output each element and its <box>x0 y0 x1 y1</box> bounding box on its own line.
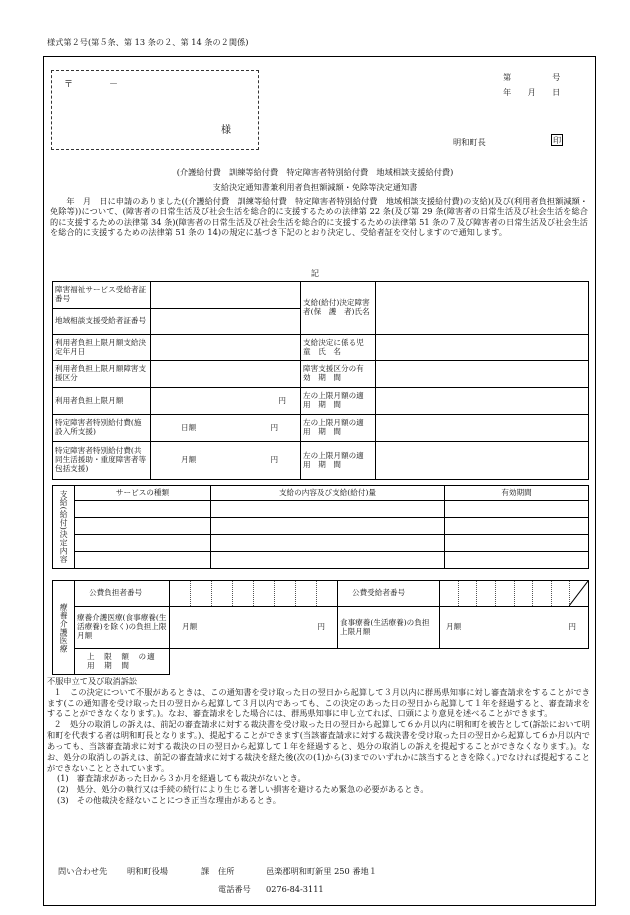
title-line2: 支給決定通知書兼利用者負担額減額・免除等決定通知書 <box>212 182 418 192</box>
ki-heading: 記 <box>310 268 320 278</box>
postal-code: 〒 － <box>64 80 119 90</box>
medical-care-table <box>52 580 589 675</box>
issuer: 明和町長 <box>453 137 486 147</box>
r4-label: 利用者負担上限月額障害支援区分 <box>53 361 151 388</box>
intro-text: 年 月 日に申請のありました((介護給付費 訓練等給付費 特定障害者特別給付費 地域相談支援給付費)の支給)(及び(利用者負担額減額・免除等))について、(障害者の日常生活及び社会生活を総合的に支援するための法律第 22 条(及び第 29 条(障害者の日常生活及び社会生活を総合的に支援するための法律第 34 条)(障害者の日常生活及び社会生活を総合的に支援するための法律第 51 条の７及び障害者の日常生活及び社会生活を総合的に支援するための法律第 51 条の 14)の規定に基づき下記のとおり決定し、受給者証を交付しますので通知します。 <box>50 196 588 237</box>
note-2-item-3: (3) その他裁決を経ないことにつき正当な理由があるとき。 <box>57 795 281 806</box>
medical-limit-mid: 月額 <box>182 622 198 632</box>
meal-limit-unit: 円 <box>568 622 576 632</box>
r2-label: 地域相談支援受給者証番号 <box>53 309 151 335</box>
r5-unit: 円 <box>278 395 286 405</box>
contact-tel-label: 電話番号 <box>218 884 251 894</box>
service-amount-header: 支給の内容及び支給(給付)量 <box>211 486 445 501</box>
contact-label: 問い合わせ先 <box>58 866 108 876</box>
note-1: １ この決定について不服があるときは、この通知書を受け取った日の翌日から起算して３月以内に群馬県知事に対し審査請求をすることができます(この通知書を受け取った日の翌日から起算して３月以内であっても、この決定のあった日の翌日から起算して１年を経過すると、審査請求をすることができなくなります。)。なお、審査請求をした場合には、群馬県知事に申し立てれば、口頭により意見を述べることができます。 <box>47 686 590 719</box>
r5-label: 利用者負担上限月額 <box>53 388 151 415</box>
r7-label: 特定障害者特別給付費(共同生活援助・重度障害者等包括支援) <box>53 442 151 480</box>
address-box <box>51 70 259 150</box>
service-period-header: 有効期間 <box>445 486 589 501</box>
title-line1: (介護給付費 訓練等給付費 特定障害者特別給付費 地域相談支援給付費) <box>176 167 454 177</box>
public-payer-number-label: 公費負担者番号 <box>75 581 170 607</box>
contact-address: 邑楽郡明和町新里 250 番地１ <box>266 866 377 876</box>
note-2: ２ 処分の取消しの訴えは、前記の審査請求に対する裁決書を受け取った日の翌日から起算して６か月以内に明和町を被告として(訴訟において明和町を代表する者は明和町長となります。)、提起することができます(当該審査請求に対する裁決書を受け取った日の翌日から起算して６か月以内であっても、当該審査請求に対する裁決の日の翌日から起算して１年を経過すると、処分の取消しの訴えを提起することができなくなります。)。なお、処分の取消しの訴えは、前記の審査請求に対する裁決を経た後(次の(1)から(3)までのいずれかに該当するときを除く。)でなければ提起することができないこととされています。 <box>47 719 590 773</box>
r4-right-label: 障害支援区分の有 効 期 間 <box>301 361 376 388</box>
service-decision-table <box>52 485 589 569</box>
r7-mid: 月額 <box>181 455 197 465</box>
r1-label: 障害福祉サービス受給者証番号 <box>53 282 151 309</box>
r7-unit: 円 <box>270 455 279 465</box>
medical-section-label: 療養介護医療 <box>53 581 75 675</box>
r1-right-label: 支給(給付)決定障害者(保 護 者)氏名 <box>301 282 376 335</box>
service-section-label: 支給(給付)決定内容 <box>53 486 75 569</box>
document-date: 年 月 日 <box>503 87 561 97</box>
medical-limit-unit: 円 <box>317 622 325 632</box>
contact-office: 明和町役場 <box>127 866 168 876</box>
limit-period-label: 上 限 額 の適 用 期 間 <box>75 649 170 675</box>
meal-limit-label: 食事療養(生活療養)の負担上限月額 <box>338 607 440 649</box>
form-id: 様式第２号(第５条、第 13 条の２、第 14 条の２関係) <box>47 37 249 47</box>
r6-unit: 円 <box>270 422 279 432</box>
note-2-item-1: (1) 審査請求があった日から３か月を経過しても裁決がないとき。 <box>57 773 306 784</box>
public-recipient-number-label: 公費受給者番号 <box>338 581 440 607</box>
document-number: 第 号 <box>503 72 561 82</box>
contact-address-label: 住所 <box>218 866 235 876</box>
decision-table <box>52 281 589 480</box>
r5-right-label: 左の上限月額の適 用 期 間 <box>301 388 376 415</box>
note-2-item-2: (2) 処分、処分の執行又は手続の続行により生じる著しい損害を避けるため緊急の必要があるとき。 <box>57 784 429 795</box>
r6-mid: 日額 <box>181 422 197 432</box>
recipient-honorific: 様 <box>221 125 231 136</box>
r3-label: 利用者負担上限月額支給決定年月日 <box>53 335 151 361</box>
medical-limit-label: 療養介護医療(食事療養(生活療養)を除く)の負担上限月額 <box>75 607 170 649</box>
notes-heading: 不服申立て及び取消訴訟 <box>47 676 138 686</box>
r7-right-label: 左の上限月額の適 用 期 間 <box>301 442 376 480</box>
seal-mark: 印 <box>553 135 562 145</box>
meal-limit-mid: 月額 <box>446 622 462 632</box>
contact-section: 課 <box>201 866 210 876</box>
r6-label: 特定障害者特別給付費(施設入所支援) <box>53 415 151 442</box>
r3-right-label: 支給決定に係る児 童 氏 名 <box>301 335 376 361</box>
service-type-header: サービスの種類 <box>75 486 211 501</box>
r6-right-label: 左の上限月額の適 用 期 間 <box>301 415 376 442</box>
slash-cell <box>569 581 588 606</box>
contact-tel: 0276-84-3111 <box>266 884 324 894</box>
